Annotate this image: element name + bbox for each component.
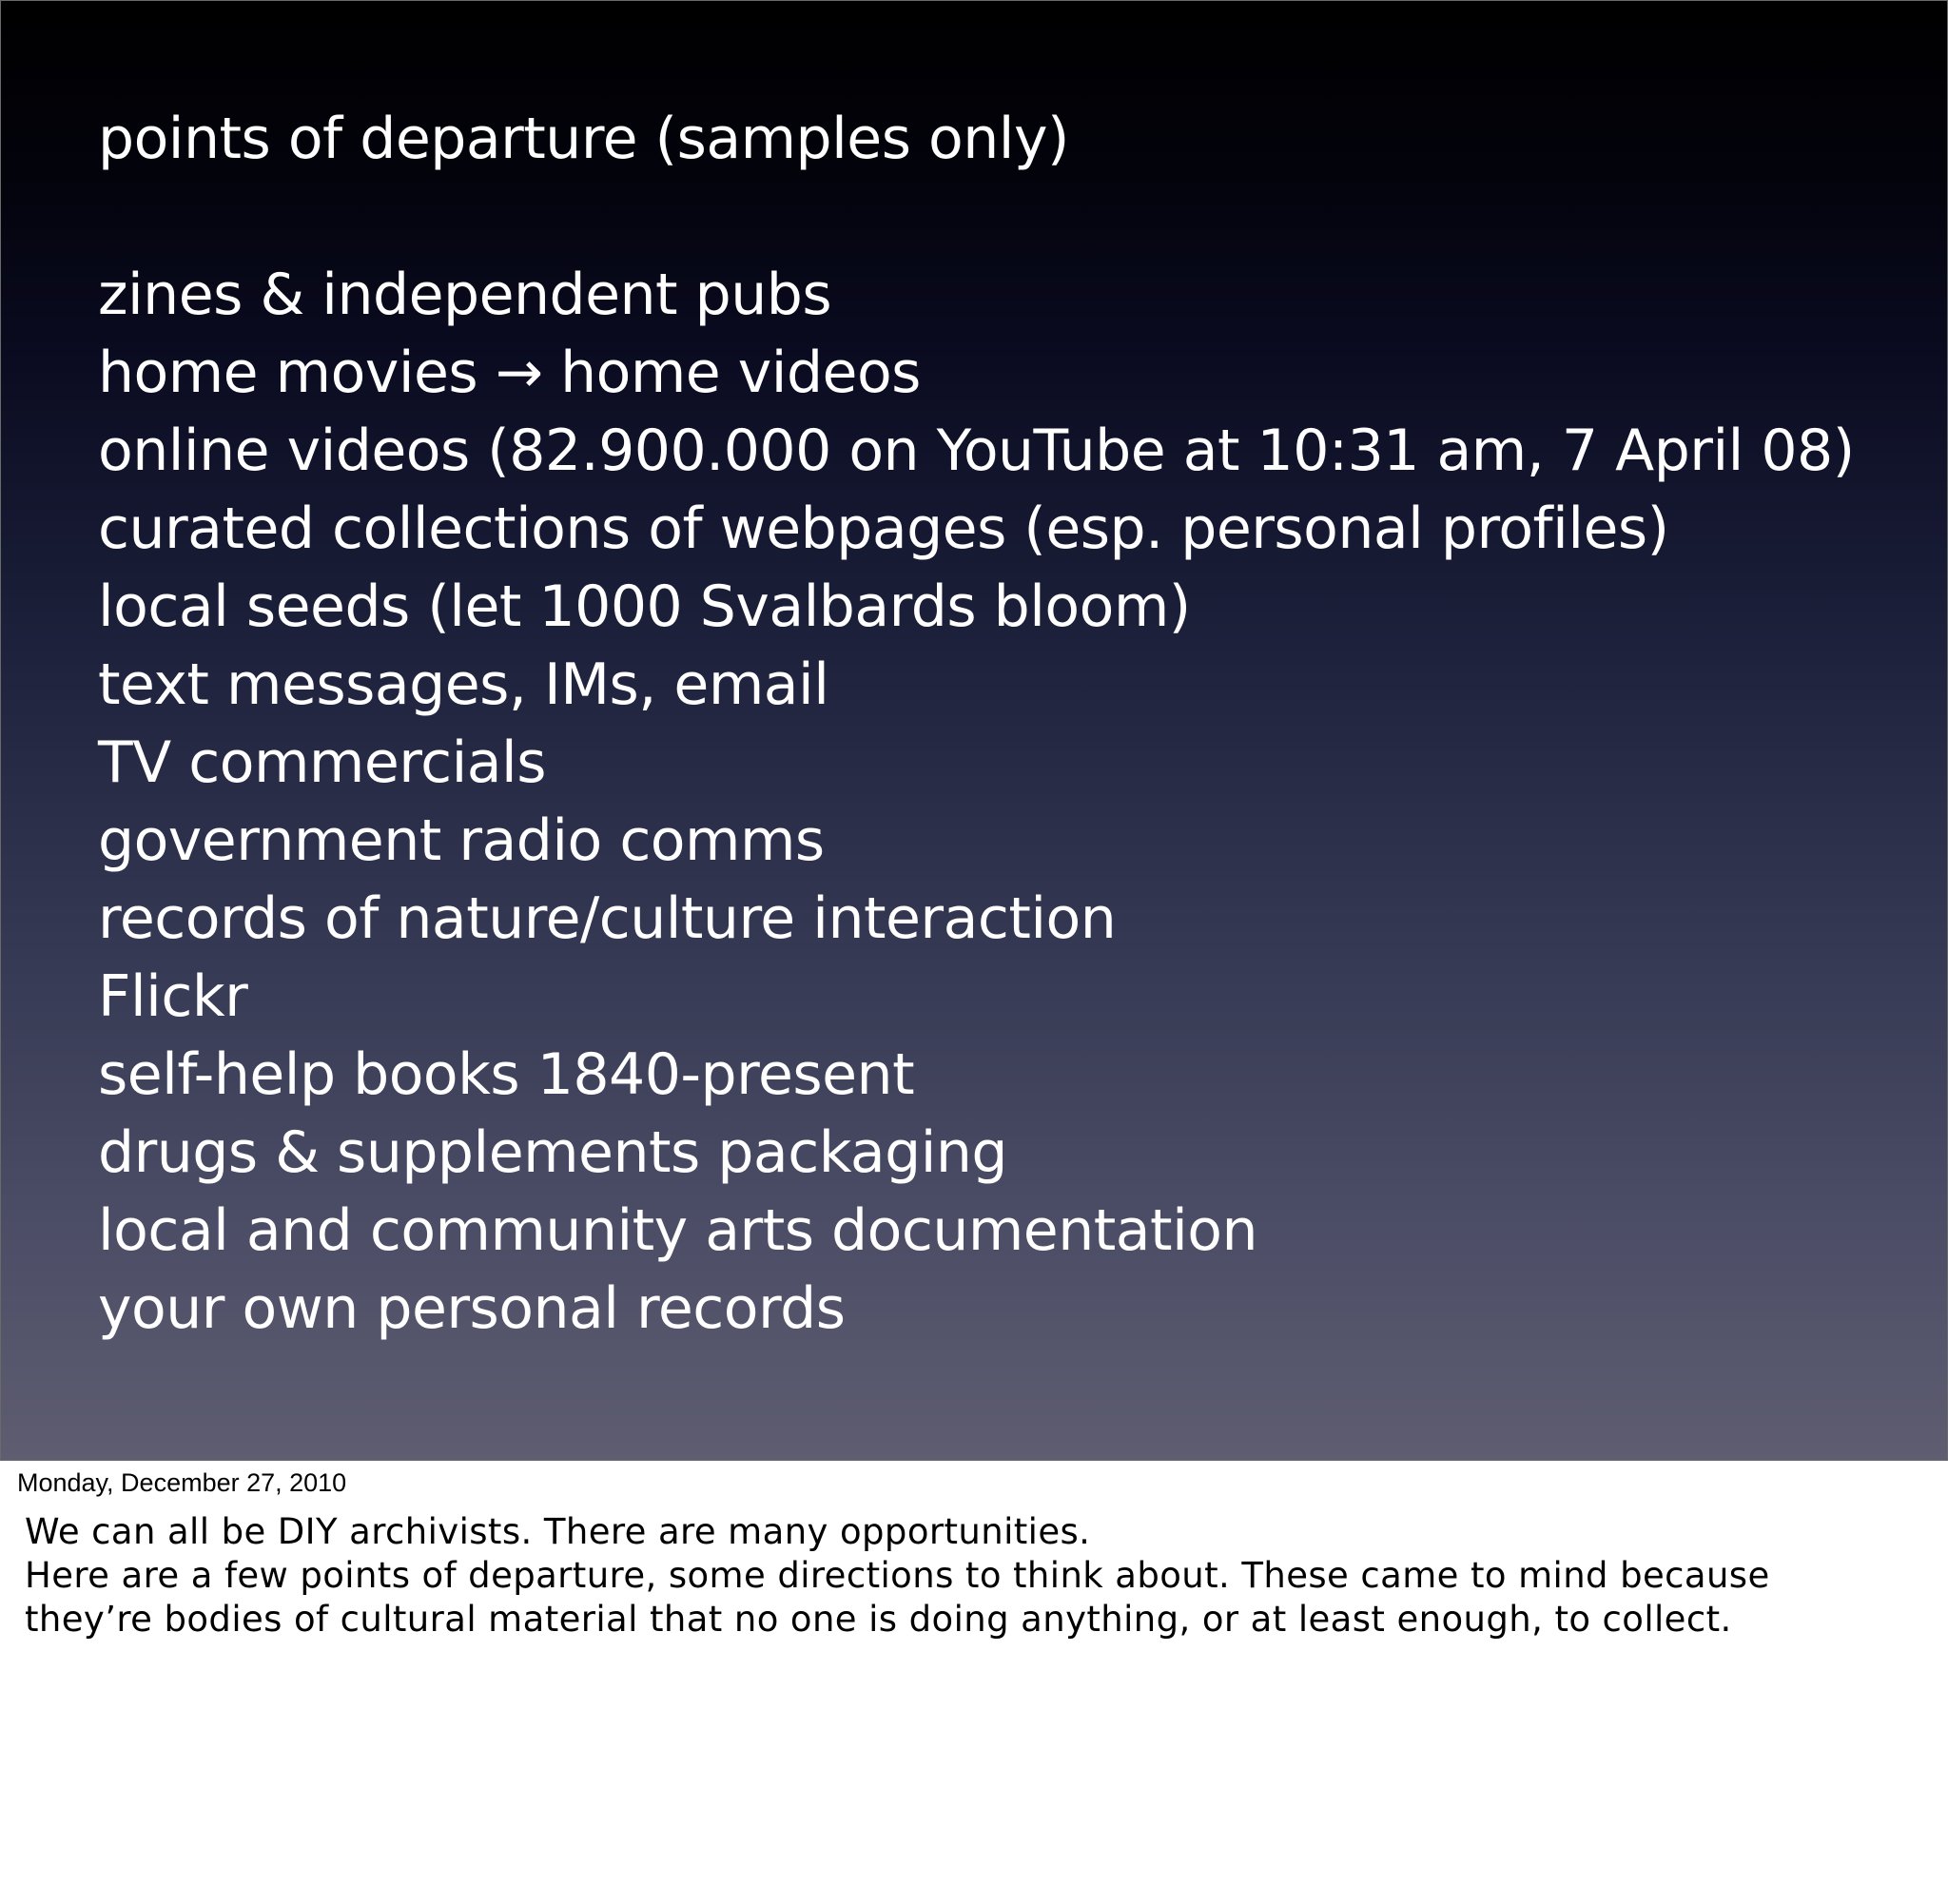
slide-item: your own personal records xyxy=(98,1275,846,1342)
slide-title: points of departure (samples only) xyxy=(98,106,1069,172)
slide-item: home movies → home videos xyxy=(98,340,921,406)
slide-item: Flickr xyxy=(98,963,248,1030)
notes-line: they’re bodies of cultural material that no one is doing anything, or at least enough, to collect. xyxy=(25,1599,1732,1640)
slide-item: self-help books 1840-present xyxy=(98,1041,915,1108)
slide-item: local and community arts documentation xyxy=(98,1197,1257,1264)
slide-item: TV commercials xyxy=(98,729,546,796)
slide-item: online videos (82.900.000 on YouTube at 10:31 am, 7 April 08) xyxy=(98,418,1855,484)
slide-item: zines & independent pubs xyxy=(98,262,832,328)
slide-item: drugs & supplements packaging xyxy=(98,1119,1008,1186)
notes-line: Here are a few points of departure, some directions to think about. These came to mind because xyxy=(25,1555,1770,1596)
slide-item: text messages, IMs, email xyxy=(98,651,829,718)
slide-item-list xyxy=(98,256,1909,1348)
notes-line: We can all be DIY archivists. There are many opportunities. xyxy=(25,1511,1091,1552)
slide-item: records of nature/culture interaction xyxy=(98,885,1117,952)
slide-item: curated collections of webpages (esp. personal profiles) xyxy=(98,495,1669,562)
speaker-notes xyxy=(25,1510,1927,1642)
slide-date: Monday, December 27, 2010 xyxy=(17,1468,347,1497)
slide-item: local seeds (let 1000 Svalbards bloom) xyxy=(98,573,1191,640)
slide-item: government radio comms xyxy=(98,807,825,874)
slide-content xyxy=(98,100,1909,1348)
